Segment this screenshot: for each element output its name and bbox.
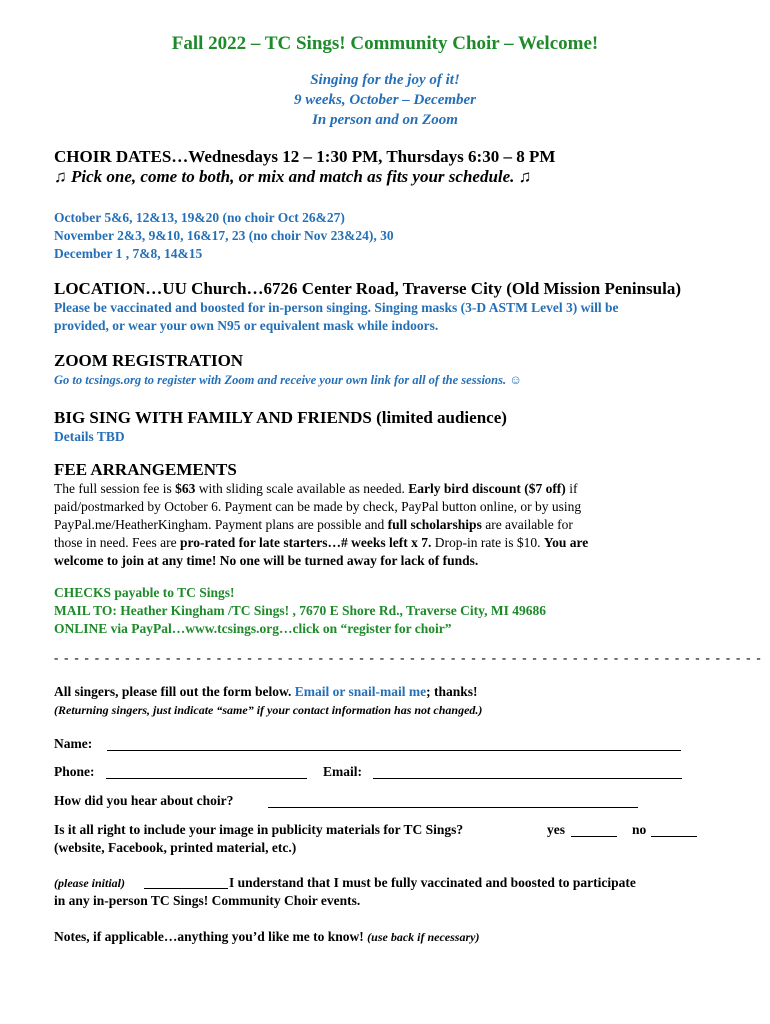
form-intro	[54, 684, 478, 700]
no-label: no	[632, 822, 647, 837]
no-field[interactable]	[651, 836, 697, 837]
full-scholarships: full scholarships	[387, 517, 482, 532]
schedule-note-text: Pick one, come to both, or mix and match as fits your schedule.	[71, 167, 515, 186]
dates-november: November 2&3, 9&10, 16&17, 23 (no choir Nov 23&24), 30	[54, 228, 394, 243]
drop-in-rate: Drop-in rate is $10.	[431, 535, 544, 550]
dates-october: October 5&6, 12&13, 19&20 (no choir Oct 26&27)	[54, 210, 345, 225]
mail-to-address: MAIL TO: Heather Kingham /TC Sings! , 7670 E Shore Rd., Traverse City, MI 49686	[54, 603, 547, 618]
online-paypal: ONLINE via PayPal…www.tcsings.org…click on “register for choir”	[54, 621, 452, 636]
fees-line-4	[54, 535, 588, 551]
fees-heading: FEE ARRANGEMENTS	[54, 460, 237, 479]
fees-text: if	[565, 481, 578, 496]
vaccination-agreement: I understand that I must be fully vaccinated and boosted to participate	[229, 875, 636, 890]
choir-dates-heading: CHOIR DATES…Wednesdays 12 – 1:30 PM, Thursdays 6:30 – 8 PM	[54, 147, 556, 166]
initial-field[interactable]	[144, 888, 228, 889]
prorated-note: pro-rated for late starters…# weeks left x 7.	[179, 535, 432, 550]
zoom-instructions: Go to tcsings.org to register with Zoom and receive your own link for all of the sessions. ☺	[54, 373, 522, 387]
email-field[interactable]	[373, 778, 682, 779]
fees-text: The full session fee is	[54, 481, 176, 496]
image-consent-examples: (website, Facebook, printed material, etc.)	[54, 840, 297, 855]
name-label: Name:	[54, 736, 93, 751]
fees-text: those in need. Fees are	[54, 535, 180, 550]
email-label: Email:	[323, 764, 362, 779]
fees-line-3	[54, 517, 573, 533]
dates-december: December 1 , 7&8, 14&15	[54, 246, 203, 261]
yes-label: yes	[547, 822, 565, 837]
fees-text: with sliding scale available as needed.	[195, 481, 409, 496]
phone-label: Phone:	[54, 764, 95, 779]
early-bird-discount: Early bird discount ($7 off)	[408, 481, 566, 496]
session-length: 9 weeks, October – December	[293, 92, 477, 108]
name-field[interactable]	[107, 750, 681, 751]
phone-field[interactable]	[106, 778, 307, 779]
big-sing-heading: BIG SING WITH FAMILY AND FRIENDS (limited audience)	[54, 408, 507, 427]
notes-hint: (use back if necessary)	[367, 930, 480, 944]
page-title: Fall 2022 – TC Sings! Community Choir – Welcome!	[171, 33, 599, 54]
fees-text: are available for	[481, 517, 573, 532]
yes-field[interactable]	[571, 836, 617, 837]
schedule-note	[54, 167, 531, 187]
fees-text: PayPal.me/HeatherKingham. Payment plans are possible and	[54, 517, 388, 532]
vaccination-note-2: provided, or wear your own N95 or equivalent mask while indoors.	[54, 318, 439, 333]
returning-singers-note: (Returning singers, just indicate “same” if your contact information has not changed.)	[54, 703, 483, 717]
notes-label: Notes, if applicable…anything you’d like me to know!	[54, 929, 368, 944]
location-heading: LOCATION…UU Church…6726 Center Road, Traverse City (Old Mission Peninsula)	[54, 279, 681, 298]
image-consent-question: Is it all right to include your image in publicity materials for TC Sings?	[54, 822, 464, 837]
vaccination-note-1: Please be vaccinated and boosted for in-person singing. Singing masks (3-D ASTM Level 3) will be	[54, 300, 619, 315]
fees-text: You are	[543, 535, 589, 550]
notes-prompt	[54, 929, 479, 945]
vaccination-agreement-cont: in any in-person TC Sings! Community Choir events.	[54, 893, 361, 908]
cut-line-divider: - - - - - - - - - - - - - - - - - - - - - - - - - - - - - - - - - - - - - - - - - - - - - - - - - - - - - - - - - - - - - - - - - - - - - -	[54, 650, 762, 665]
fees-line-5: welcome to join at any time! No one will be turned away for lack of funds.	[54, 553, 479, 568]
session-format: In person and on Zoom	[312, 112, 458, 128]
email-snail-mail-link[interactable]: Email or snail-mail me	[294, 684, 427, 699]
form-intro-text: ; thanks!	[426, 684, 478, 699]
how-heard-field[interactable]	[268, 807, 638, 808]
big-sing-details: Details TBD	[54, 429, 125, 444]
music-note-icon: ♫	[518, 167, 532, 186]
form-intro-text: All singers, please fill out the form below.	[54, 684, 295, 699]
fee-amount: $63	[175, 481, 196, 496]
how-heard-label: How did you hear about choir?	[54, 793, 234, 808]
fees-line-1	[54, 481, 577, 497]
fees-line-2: paid/postmarked by October 6. Payment can be made by check, PayPal button online, or by using	[54, 499, 582, 514]
tagline: Singing for the joy of it!	[310, 72, 460, 88]
initial-label: (please initial)	[54, 876, 125, 890]
music-note-icon: ♫	[54, 167, 67, 186]
zoom-heading: ZOOM REGISTRATION	[54, 351, 244, 370]
checks-payable: CHECKS payable to TC Sings!	[54, 585, 235, 600]
